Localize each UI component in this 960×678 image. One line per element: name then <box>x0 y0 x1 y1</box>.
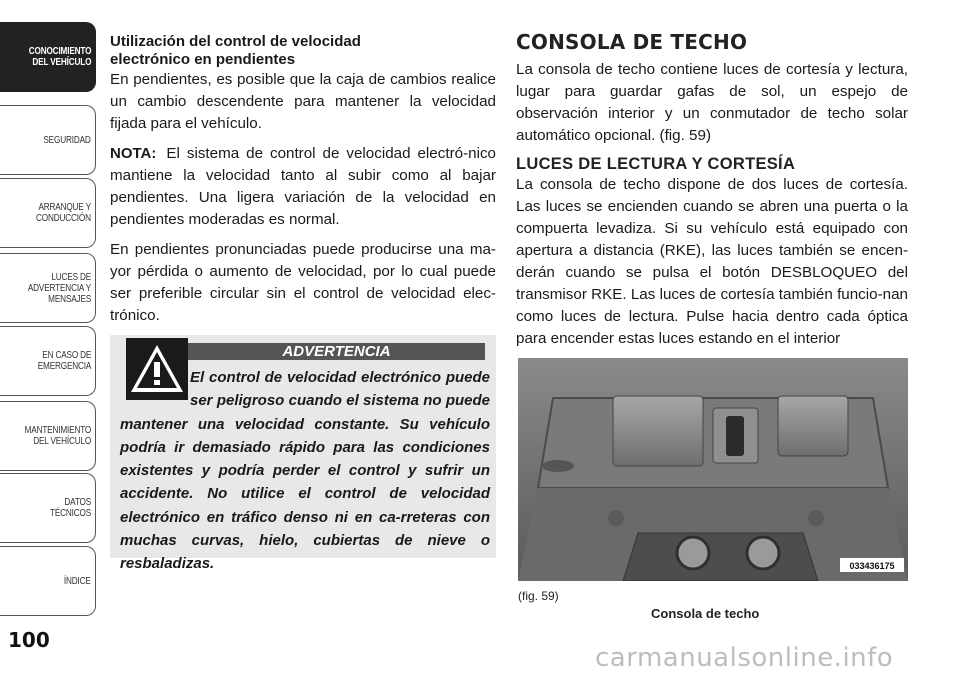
paragraph-1: En pendientes, es posible que la caja de cambios realice un cambio descendente para mantener la velocidad fijada para el vehículo. <box>110 71 496 132</box>
nota-paragraph <box>110 143 496 231</box>
nota-text: El sistema de control de velocidad electró-nico mantiene la velocidad tanto al subir como al bajar pendientes. Una ligera variación de la velocidad en pendientes moderadas es normal. <box>110 145 496 228</box>
tab-label: EN CASO DE EMERGENCIA <box>37 350 91 372</box>
tab-label: CONOCIMIENTO DEL VEHÍCULO <box>28 46 91 68</box>
figure-number: (fig. 59) <box>518 589 559 603</box>
intro-paragraph: La consola de techo contiene luces de cortesía y lectura, lugar para guardar gafas de sol, un espejo de observación interior y un conmutador de techo solar automático opcional. (fig. 59) <box>516 61 908 144</box>
figure-caption: Consola de techo <box>651 606 760 621</box>
section-heading <box>110 33 496 69</box>
tab-luces-de-advertencia[interactable] <box>0 253 96 323</box>
nota-label: NOTA: <box>110 145 157 162</box>
watermark: carmanualsonline.info <box>595 643 894 673</box>
subsection-title: LUCES DE LECTURA Y CORTESÍA <box>516 155 796 173</box>
page-number: 100 <box>8 628 50 652</box>
overhead-console-illustration <box>518 358 908 581</box>
warning-body: El control de velocidad electrónico puede ser peligroso cuando el sistema no puede mantener una velocidad constante. Su vehículo podría ir demasiado rápido para las condiciones existentes y podría perder el control y sufrir un accidente. No utilice el control de velocidad electrónico en tráfico denso ni en ca-rreteras con muchas curvas, hielo, cubiertas de nieve o resbaladizas. <box>120 369 490 573</box>
heading-line-1: Utilización del control de velocidad <box>110 33 361 50</box>
tab-label: ARRANQUE Y CONDUCCIÓN <box>36 202 91 224</box>
right-column <box>516 30 908 358</box>
tab-label: LUCES DE ADVERTENCIA Y MENSAJES <box>27 271 91 305</box>
tab-label: MANTENIMIENTO DEL VEHÍCULO <box>24 425 91 447</box>
warning-text <box>120 366 490 576</box>
tab-mantenimiento[interactable] <box>0 401 96 471</box>
tab-datos-tecnicos[interactable] <box>0 473 96 543</box>
body-paragraph: La consola de techo dispone de dos luces de cortesía. Las luces se encienden cuando se abren una puerta o la compuerta levadiza. Si su vehículo está equipado con apertura a distancia (RKE), las luces también se encen-derán cuando se pulsa el botón DESBLOQUEO del transmisor RKE. Las luces de cortesía también funcio-nan como luces de lectura. Pulse hacia dentro cada óptica para encender estas luces estando en el interior <box>516 176 908 347</box>
tab-arranque-y-conduccion[interactable] <box>0 178 96 248</box>
warning-title: ADVERTENCIA <box>188 343 485 360</box>
section-title: CONSOLA DE TECHO <box>516 30 748 54</box>
chapter-tabs <box>0 0 97 678</box>
left-column <box>110 33 496 335</box>
tab-label: DATOS TÉCNICOS <box>49 497 91 519</box>
paragraph-2: En pendientes pronunciadas puede producirse una ma-yor pérdida o aumento de velocidad, por lo cual puede ser preferible circular sin el control de velocidad elec-trónico. <box>110 241 496 324</box>
heading-line-2: electrónico en pendientes <box>110 51 296 68</box>
overhead-console-photo <box>518 358 908 581</box>
figure-code: 033436175 <box>849 561 895 571</box>
tab-indice[interactable] <box>0 546 96 616</box>
tab-label: ÍNDICE <box>64 575 91 587</box>
warning-box <box>110 335 496 573</box>
tab-en-caso-de-emergencia[interactable] <box>0 326 96 396</box>
tab-label: SEGURIDAD <box>43 134 91 146</box>
tab-conocimiento-del-vehiculo[interactable] <box>0 22 96 92</box>
tab-seguridad[interactable] <box>0 105 96 175</box>
